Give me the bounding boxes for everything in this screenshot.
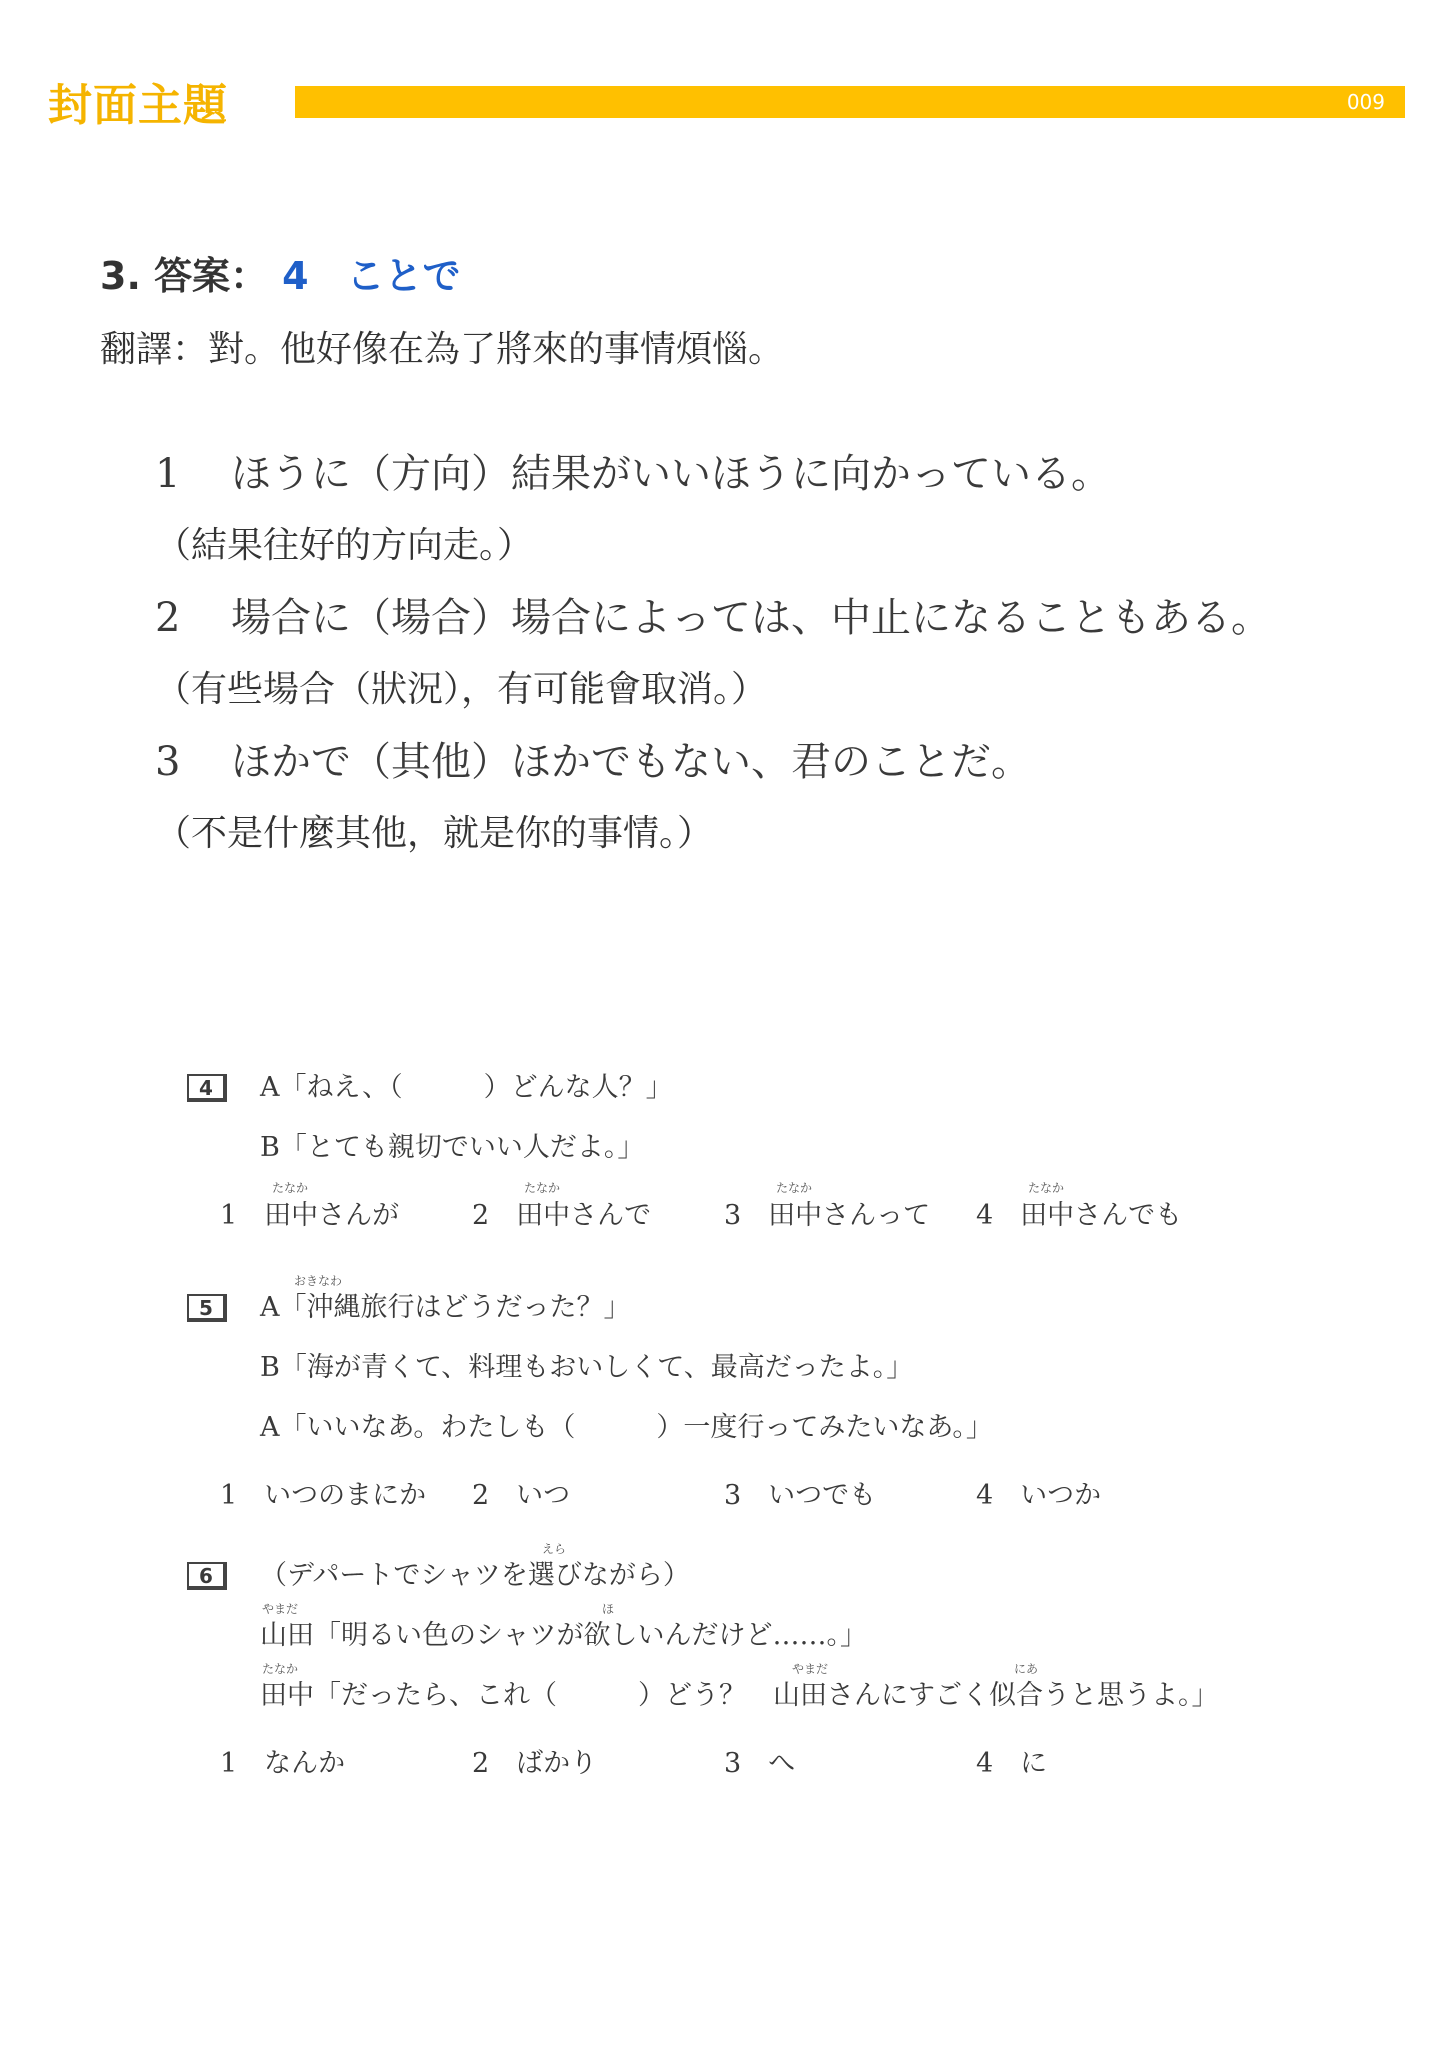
option-1-jp: 1 ほうに（方向）結果がいいほうに向かっている。 — [155, 451, 1111, 497]
furigana: たなか — [524, 1181, 561, 1195]
option-3-zh: （不是什麼其他，就是你的事情。） — [155, 813, 714, 854]
option-2-jp: 2 場合に（場合）場合によっては、中止になることもある。 — [155, 595, 1271, 641]
question-line: B「海が青くて、料理もおいしくて、最高だったよ。」 — [260, 1352, 914, 1383]
choice-3[interactable]: 3 へ — [724, 1748, 796, 1779]
choice-4[interactable]: 4 に — [976, 1748, 1048, 1779]
furigana: たなか — [1028, 1181, 1065, 1195]
answer-translation: 翻譯：對。他好像在為了將來的事情煩惱。 — [100, 329, 785, 370]
furigana: おきなわ — [294, 1274, 343, 1288]
page-number: 009 — [1346, 90, 1385, 114]
question-number-box: 6 — [187, 1562, 227, 1590]
option-3-jp: 3 ほかで（其他）ほかでもない、君のことだ。 — [155, 739, 1031, 785]
answer-label: 3. 答案： — [100, 254, 269, 298]
section-title: 封面主題 — [48, 80, 228, 131]
question-line: A「ねえ、（ ）どんな人？」 — [260, 1072, 673, 1103]
furigana: ほ — [602, 1602, 615, 1616]
furigana: にあ — [1014, 1662, 1039, 1676]
choice-1[interactable]: 1 いつのまにか — [220, 1480, 427, 1511]
furigana: たなか — [262, 1662, 299, 1676]
question-number-box: 4 — [187, 1074, 227, 1102]
answer-heading — [100, 248, 461, 304]
choice-2[interactable]: 2 田中さんで — [472, 1200, 652, 1231]
option-1-zh: （結果往好的方向走。） — [155, 525, 534, 566]
furigana: たなか — [272, 1181, 309, 1195]
answer-value: 4 ことで — [282, 254, 461, 298]
choice-4[interactable]: 4 田中さんでも — [976, 1200, 1183, 1231]
choice-1[interactable]: 1 なんか — [220, 1748, 346, 1779]
question-line: 田中「だったら、これ（ ）どう？ 山田さんにすごく似合うと思うよ。」 — [260, 1680, 1219, 1711]
option-explanations — [155, 438, 1395, 870]
choice-2[interactable]: 2 いつ — [472, 1480, 571, 1511]
question-line: A「いいなあ。わたしも（ ）一度行ってみたいなあ。」 — [260, 1412, 993, 1443]
furigana: たなか — [776, 1181, 813, 1195]
header-bar — [295, 86, 1405, 118]
choice-1[interactable]: 1 田中さんが — [220, 1200, 400, 1231]
option-2-zh: （有些場合（狀況），有可能會取消。） — [155, 669, 768, 710]
furigana: やまだ — [792, 1662, 829, 1676]
question-line: （デパートでシャツを選びながら） — [260, 1560, 690, 1591]
choice-2[interactable]: 2 ばかり — [472, 1748, 598, 1779]
choice-4[interactable]: 4 いつか — [976, 1480, 1102, 1511]
furigana: えら — [542, 1542, 567, 1556]
choice-3[interactable]: 3 田中さんって — [724, 1200, 931, 1231]
question-number-box: 5 — [187, 1294, 227, 1322]
page-header — [48, 78, 1405, 134]
question-line: A「沖縄旅行はどうだった？」 — [260, 1292, 631, 1323]
question-line: B「とても親切でいい人だよ。」 — [260, 1132, 645, 1163]
choice-3[interactable]: 3 いつでも — [724, 1480, 877, 1511]
question-line: 山田「明るい色のシャツが欲しいんだけど……。」 — [260, 1620, 867, 1651]
furigana: やまだ — [262, 1602, 299, 1616]
